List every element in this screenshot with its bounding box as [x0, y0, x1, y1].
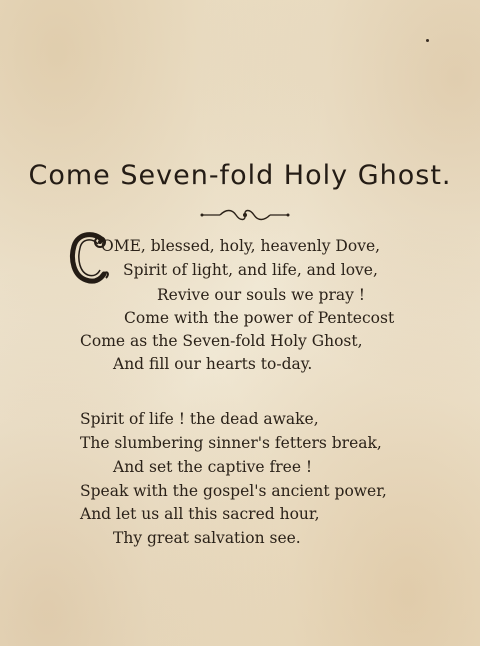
- verse-line: Come with the power of Pentecost: [124, 309, 395, 327]
- verse-line: The slumbering sinner's fetters break,: [80, 434, 382, 452]
- verse-line: Speak with the gospel's ancient power,: [80, 482, 387, 500]
- verse-line: Spirit of life ! the dead awake,: [80, 410, 319, 428]
- verse-line: OME, blessed, holy, heavenly Dove,: [101, 237, 381, 255]
- hymn-title: Come Seven-fold Holy Ghost.: [28, 160, 452, 191]
- verse-line: And let us all this sacred hour,: [80, 505, 320, 523]
- verse-line: Thy great salvation see.: [113, 529, 301, 547]
- verse-line: And fill our hearts to-day.: [113, 355, 313, 373]
- verse-line: Come as the Seven-fold Holy Ghost,: [80, 332, 363, 350]
- verse-line: Spirit of light, and life, and love,: [123, 261, 378, 279]
- verse-line: And set the captive free !: [113, 458, 313, 476]
- verse-line: Revive our souls we pray !: [157, 286, 366, 304]
